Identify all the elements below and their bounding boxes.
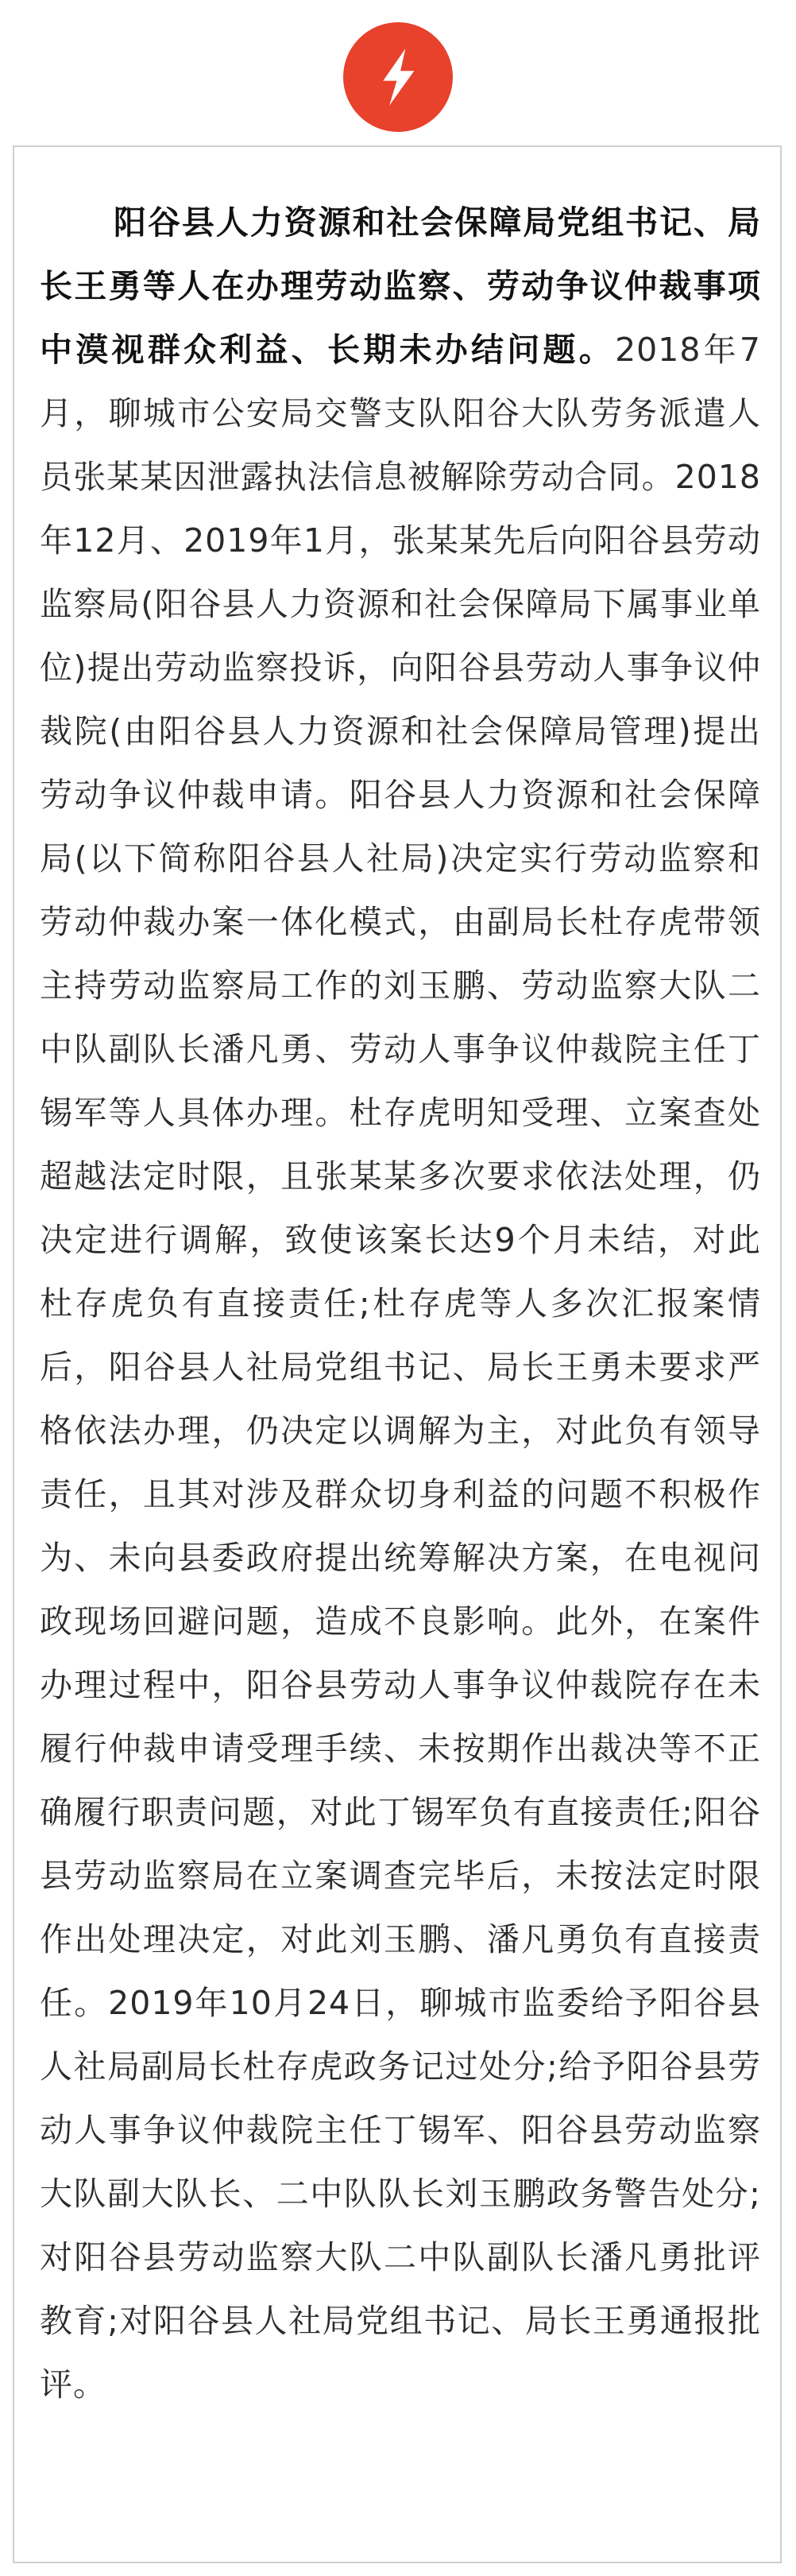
lightning-badge [343, 22, 453, 132]
article-text [40, 191, 761, 2416]
article-lead: 阳谷县人力资源和社会保障局党组书记、局长王勇等人在办理劳动监察、劳动争议仲裁事项中漠视群众利益、长期未办结问题。 [40, 203, 761, 369]
lightning-icon [367, 46, 429, 108]
article-body: 2018年7月，聊城市公安局交警支队阳谷大队劳务派遣人员张某某因泄露执法信息被解除劳动合同。2018年12月、2019年1月，张某某先后向阳谷县劳动监察局(阳谷县人力资源和社会保障局下属事业单位)提出劳动监察投诉，向阳谷县劳动人事争议仲裁院(由阳谷县人力资源和社会保障局管理)提出劳动争议仲裁申请。阳谷县人力资源和社会保障局(以下简称阳谷县人社局)决定实行劳动监察和劳动仲裁办案一体化模式，由副局长杜存虎带领主持劳动监察局工作的刘玉鹏、劳动监察大队二中队副队长潘凡勇、劳动人事争议仲裁院主任丁锡军等人具体办理。杜存虎明知受理、立案查处超越法定时限，且张某某多次要求依法处理，仍决定进行调解，致使该案长达9个月未结，对此杜存虎负有直接责任;杜存虎等人多次汇报案情后，阳谷县人社局党组书记、局长王勇未要求严格依法办理，仍决定以调解为主，对此负有领导责任，且其对涉及群众切身利益的问题不积极作为、未向县委政府提出统筹解决方案，在电视问政现场回避问题，造成不良影响。此外，在案件办理过程中，阳谷县劳动人事争议仲裁院存在未履行仲裁申请受理手续、未按期作出裁决等不正确履行职责问题，对此丁锡军负有直接责任;阳谷县劳动监察局在立案调查完毕后，未按法定时限作出处理决定，对此刘玉鹏、潘凡勇负有直接责任。2019年10月24日，聊城市监委给予阳谷县人社局副局长杜存虎政务记过处分;给予阳谷县劳动人事争议仲裁院主任丁锡军、阳谷县劳动监察大队副大队长、二中队队长刘玉鹏政务警告处分;对阳谷县劳动监察大队二中队副队长潘凡勇批评教育;对阳谷县人社局党组书记、局长王勇通报批评。 [40, 331, 761, 2404]
